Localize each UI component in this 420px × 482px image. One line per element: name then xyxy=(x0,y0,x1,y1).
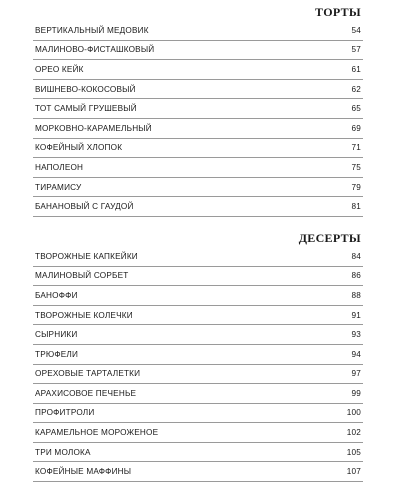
entry-name: СЫРНИКИ xyxy=(35,330,78,340)
entry-page: 62 xyxy=(351,84,361,94)
entry-name: МАЛИНОВЫЙ СОРБЕТ xyxy=(35,271,129,281)
toc-entry[interactable] xyxy=(33,286,363,306)
section-list-tortes xyxy=(33,21,363,217)
entry-page: 79 xyxy=(351,182,361,192)
toc-entry[interactable] xyxy=(33,462,363,482)
entry-page: 75 xyxy=(351,162,361,172)
entry-page: 105 xyxy=(346,447,361,457)
toc-entry[interactable] xyxy=(33,60,363,80)
toc-entry[interactable] xyxy=(33,423,363,443)
toc-entry[interactable] xyxy=(33,306,363,326)
entry-page: 57 xyxy=(351,45,361,55)
toc-entry[interactable] xyxy=(33,178,363,198)
entry-name: ТОТ САМЫЙ ГРУШЕВЫЙ xyxy=(35,104,137,114)
entry-page: 99 xyxy=(351,388,361,398)
toc-entry[interactable] xyxy=(33,247,363,267)
section-list-desserts xyxy=(33,247,363,482)
entry-page: 97 xyxy=(351,369,361,379)
entry-name: ВИШНЕВО-КОКОСОВЫЙ xyxy=(35,84,136,94)
entry-page: 84 xyxy=(351,251,361,261)
toc-entry[interactable] xyxy=(33,345,363,365)
entry-name: ТВОРОЖНЫЕ КОЛЕЧКИ xyxy=(35,310,133,320)
entry-name: КОФЕЙНЫЙ ХЛОПОК xyxy=(35,143,123,153)
entry-page: 102 xyxy=(346,428,361,438)
toc-entry[interactable] xyxy=(33,158,363,178)
entry-name: ТВОРОЖНЫЕ КАПКЕЙКИ xyxy=(35,251,138,261)
toc-entry[interactable] xyxy=(33,404,363,424)
toc-entry[interactable] xyxy=(33,99,363,119)
entry-page: 54 xyxy=(351,25,361,35)
toc-entry[interactable] xyxy=(33,443,363,463)
entry-name: МОРКОВНО-КАРАМЕЛЬНЫЙ xyxy=(35,123,152,133)
entry-page: 93 xyxy=(351,330,361,340)
entry-name: БАНАНОВЫЙ С ГАУДОЙ xyxy=(35,202,134,212)
entry-page: 65 xyxy=(351,104,361,114)
entry-name: ОРЕО КЕЙК xyxy=(35,64,84,74)
entry-page: 107 xyxy=(346,467,361,477)
toc-entry[interactable] xyxy=(33,80,363,100)
entry-name: НАПОЛЕОН xyxy=(35,162,84,172)
toc-entry[interactable] xyxy=(33,267,363,287)
entry-page: 69 xyxy=(351,123,361,133)
entry-page: 88 xyxy=(351,290,361,300)
entry-name: БАНОФФИ xyxy=(35,290,78,300)
toc-entry[interactable] xyxy=(33,365,363,385)
entry-name: ТРИ МОЛОКА xyxy=(35,447,91,457)
toc-entry[interactable] xyxy=(33,197,363,217)
toc-entry[interactable] xyxy=(33,139,363,159)
entry-page: 100 xyxy=(346,408,361,418)
entry-page: 71 xyxy=(351,143,361,153)
entry-name: АРАХИСОВОЕ ПЕЧЕНЬЕ xyxy=(35,388,137,398)
table-of-contents xyxy=(33,0,363,482)
entry-name: ОРЕХОВЫЕ ТАРТАЛЕТКИ xyxy=(35,369,141,379)
entry-page: 61 xyxy=(351,64,361,74)
entry-page: 94 xyxy=(351,349,361,359)
entry-page: 86 xyxy=(351,271,361,281)
entry-page: 91 xyxy=(351,310,361,320)
section-title-desserts: ДЕСЕРТЫ xyxy=(298,230,361,245)
entry-name: ПРОФИТРОЛИ xyxy=(35,408,95,418)
entry-name: КОФЕЙНЫЕ МАФФИНЫ xyxy=(35,467,132,477)
entry-name: ВЕРТИКАЛЬНЫЙ МЕДОВИК xyxy=(35,25,149,35)
entry-page: 81 xyxy=(351,202,361,212)
entry-name: ТРЮФЕЛИ xyxy=(35,349,79,359)
toc-entry[interactable] xyxy=(33,384,363,404)
section-title-tortes: ТОРТЫ xyxy=(315,5,361,19)
entry-name: ТИРАМИСУ xyxy=(35,182,82,192)
entry-name: КАРАМЕЛЬНОЕ МОРОЖЕНОЕ xyxy=(35,428,159,438)
entry-name: МАЛИНОВО-ФИСТАШКОВЫЙ xyxy=(35,45,155,55)
toc-entry[interactable] xyxy=(33,41,363,61)
toc-entry[interactable] xyxy=(33,119,363,139)
toc-entry[interactable] xyxy=(33,21,363,41)
toc-entry[interactable] xyxy=(33,325,363,345)
